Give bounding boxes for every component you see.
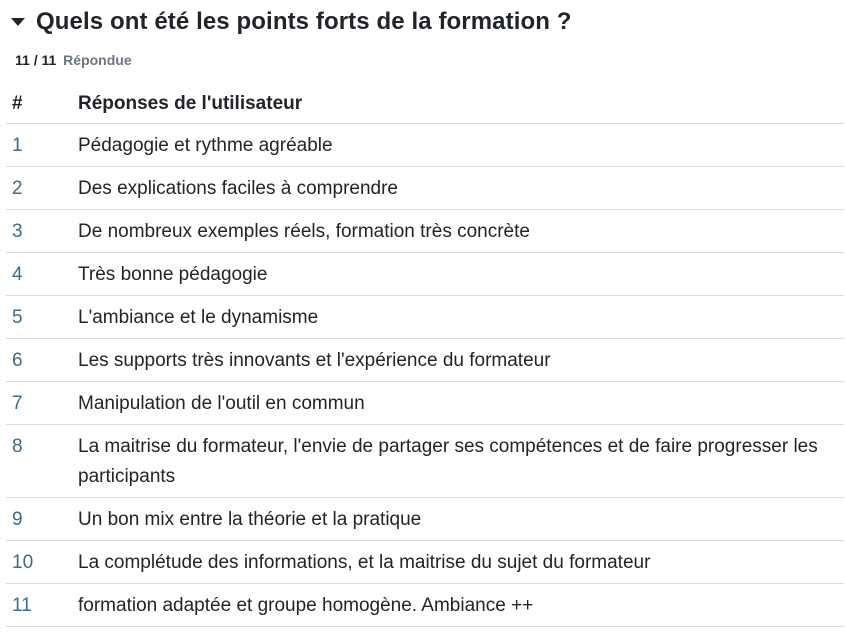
row-number: 11 [6, 584, 78, 627]
row-number: 4 [6, 253, 78, 296]
table-row [6, 382, 844, 425]
table-row [6, 253, 844, 296]
answered-count [15, 50, 132, 70]
column-header-responses: Réponses de l'utilisateur [78, 84, 844, 124]
row-number: 10 [6, 541, 78, 584]
row-number: 7 [6, 382, 78, 425]
row-number: 3 [6, 210, 78, 253]
row-response: La maitrise du formateur, l'envie de partager ses compétences et de faire progresser les participants [78, 425, 844, 498]
table-row [6, 498, 844, 541]
row-response: Très bonne pédagogie [78, 253, 844, 296]
row-response: Les supports très innovants et l'expérience du formateur [78, 339, 844, 382]
row-number: 6 [6, 339, 78, 382]
row-response: Des explications faciles à comprendre [78, 167, 844, 210]
table-header-row [6, 84, 844, 124]
row-number: 8 [6, 425, 78, 498]
table-row [6, 339, 844, 382]
answered-count-label: Répondue [63, 52, 132, 68]
table-row [6, 210, 844, 253]
table-row [6, 425, 844, 498]
column-header-number: # [6, 84, 78, 124]
table-row [6, 541, 844, 584]
question-header [0, 2, 572, 42]
row-number: 2 [6, 167, 78, 210]
row-number: 9 [6, 498, 78, 541]
row-response: Manipulation de l'outil en commun [78, 382, 844, 425]
table-row [6, 296, 844, 339]
answered-count-value: 11 / 11 [15, 52, 57, 68]
row-number: 5 [6, 296, 78, 339]
table-row [6, 124, 844, 167]
row-response: formation adaptée et groupe homogène. Ambiance ++ [78, 584, 844, 627]
table-row [6, 167, 844, 210]
question-title: Quels ont été les points forts de la formation ? [36, 8, 572, 35]
table-row [6, 584, 844, 627]
responses-table [6, 84, 844, 627]
row-response: Pédagogie et rythme agréable [78, 124, 844, 167]
row-response: L'ambiance et le dynamisme [78, 296, 844, 339]
row-response: La complétude des informations, et la maitrise du sujet du formateur [78, 541, 844, 584]
row-number: 1 [6, 124, 78, 167]
row-response: Un bon mix entre la théorie et la pratique [78, 498, 844, 541]
row-response: De nombreux exemples réels, formation très concrète [78, 210, 844, 253]
caret-down-icon[interactable] [0, 2, 36, 42]
